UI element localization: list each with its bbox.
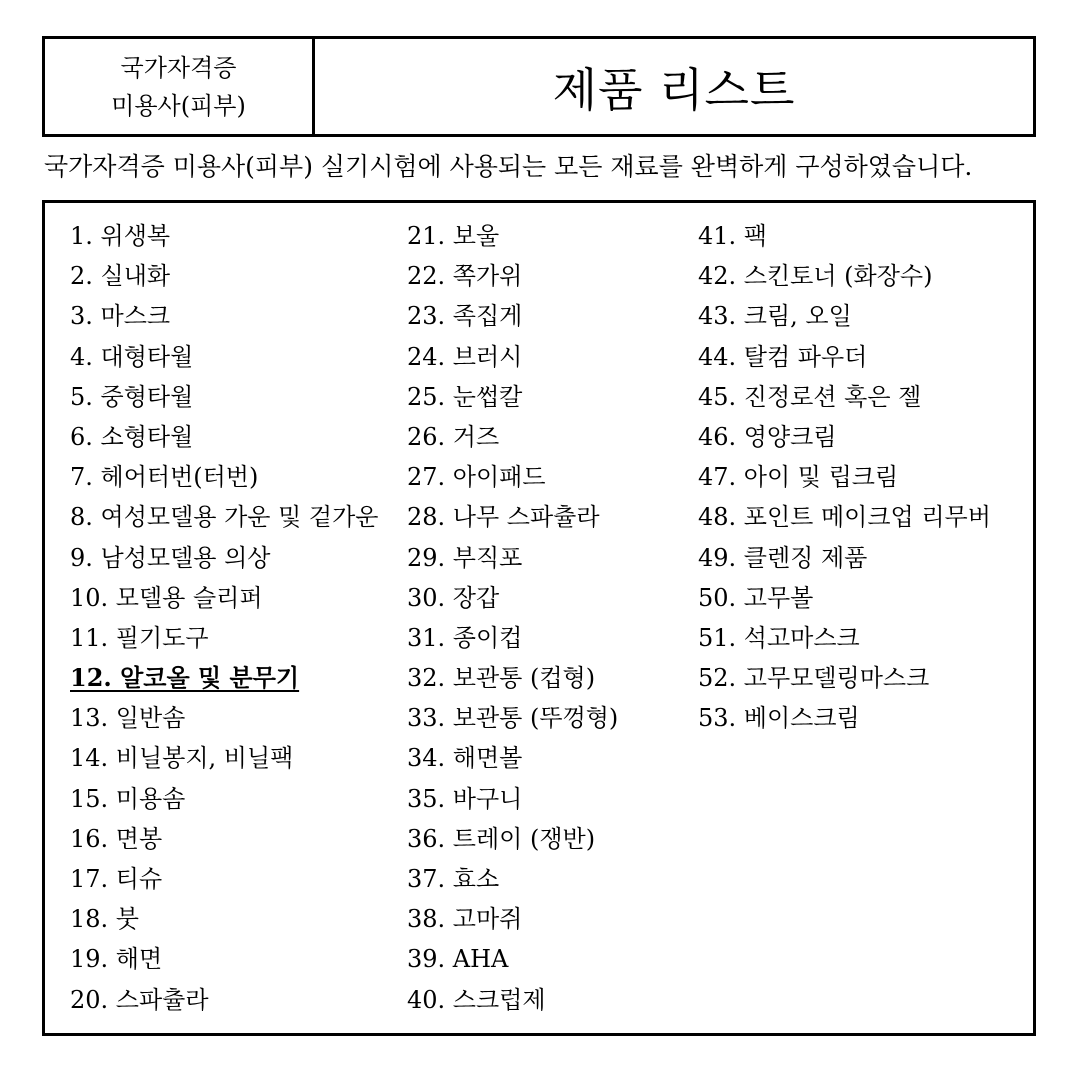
product-list-item: [70, 538, 378, 578]
product-list-item: [407, 417, 618, 457]
product-item-label: 34. 해면볼: [407, 744, 523, 773]
product-list-box: [42, 200, 1036, 1036]
product-item-label: 13. 일반솜: [70, 704, 186, 733]
product-item-label: 16. 면봉: [70, 824, 163, 853]
product-item-label: 30. 장갑: [407, 583, 500, 612]
product-item-label: 31. 종이컵: [407, 623, 523, 652]
product-item-label: 24. 브러시: [407, 342, 523, 371]
product-item-label: 33. 보관통 (뚜껑형): [407, 704, 619, 733]
product-item-label: 45. 진정로션 혹은 젤: [698, 382, 922, 411]
product-item-label: 7. 헤어터번(터번): [70, 463, 259, 492]
product-item-label: 29. 부직포: [407, 543, 523, 572]
product-item-label: 35. 바구니: [407, 784, 523, 813]
product-list-item: [698, 417, 991, 457]
product-list-item: [407, 618, 618, 658]
product-item-label: 47. 아이 및 립크림: [698, 463, 899, 492]
product-list-item: [70, 899, 378, 939]
product-list-item: [698, 296, 991, 336]
product-list-item: [698, 658, 991, 698]
product-item-label: 4. 대형타월: [70, 342, 194, 371]
product-list-item: [70, 939, 378, 979]
product-item-label: 19. 해면: [70, 945, 163, 974]
product-item-label: 27. 아이패드: [407, 463, 546, 492]
product-list-item: [698, 698, 991, 738]
product-item-label: 23. 족집게: [407, 302, 523, 331]
product-list-item: [698, 337, 991, 377]
product-item-label: 48. 포인트 메이크업 리무버: [698, 503, 991, 532]
product-item-label: 25. 눈썹칼: [407, 382, 523, 411]
product-list-item: [70, 296, 378, 336]
product-list-item: [70, 377, 378, 417]
product-list-item: [407, 819, 618, 859]
product-list-item: [407, 256, 618, 296]
category-cell: [45, 39, 315, 134]
category-line-2: 미용사(피부): [111, 91, 246, 120]
product-item-label: 20. 스파츌라: [70, 985, 209, 1014]
product-list-item: [70, 497, 378, 537]
product-list-item: [407, 457, 618, 497]
header-box: [42, 36, 1036, 137]
product-item-label: 2. 실내화: [70, 262, 171, 291]
product-item-label: 44. 탈컴 파우더: [698, 342, 868, 371]
product-item-label: 49. 클렌징 제품: [698, 543, 868, 572]
product-list-item: [70, 738, 378, 778]
product-list-item: [698, 256, 991, 296]
product-list-item: [407, 899, 618, 939]
product-item-label: 28. 나무 스파츌라: [407, 503, 600, 532]
product-item-label: 38. 고마쥐: [407, 905, 523, 934]
product-item-label: 9. 남성모델용 의상: [70, 543, 271, 572]
product-list-item: [407, 337, 618, 377]
product-item-label: 51. 석고마스크: [698, 623, 860, 652]
category-line-1: 국가자격증: [120, 53, 237, 82]
product-list-item: [407, 698, 618, 738]
description-text: 국가자격증 미용사(피부) 실기시험에 사용되는 모든 재료를 완벽하게 구성하였습니다.: [44, 152, 973, 181]
product-item-label: 14. 비닐봉지, 비닐팩: [70, 744, 294, 773]
product-item-label: 5. 중형타월: [70, 382, 194, 411]
product-item-label: 22. 쪽가위: [407, 262, 523, 291]
product-list-item: [698, 618, 991, 658]
product-list-item: [70, 618, 378, 658]
product-list-item: [698, 538, 991, 578]
product-list-item: [70, 337, 378, 377]
product-list-item: [407, 377, 618, 417]
product-list-item: [407, 658, 618, 698]
product-list-item: [407, 578, 618, 618]
product-column-1: [70, 216, 378, 1020]
product-item-label: 21. 보울: [407, 222, 500, 250]
product-list-item: [70, 819, 378, 859]
product-list-item: [70, 980, 378, 1020]
product-list-item: [698, 377, 991, 417]
product-list-item: [698, 216, 991, 256]
product-list-item: [70, 578, 378, 618]
product-item-label: 40. 스크럽제: [407, 985, 546, 1014]
product-item-label: 17. 티슈: [70, 865, 163, 893]
product-list-item: [70, 417, 378, 457]
page-title: 제품 리스트: [552, 62, 796, 117]
product-item-label: 18. 붓: [70, 905, 139, 934]
product-item-label: 36. 트레이 (쟁반): [407, 824, 596, 853]
product-list-item: [407, 738, 618, 778]
product-item-label: 12. 알코올 및 분무기: [70, 663, 300, 693]
product-list-item: [70, 859, 378, 899]
product-list-item: [407, 538, 618, 578]
product-item-label: 41. 팩: [698, 222, 767, 250]
product-item-label: 1. 위생복: [70, 222, 171, 250]
product-list-item: [70, 457, 378, 497]
product-list-item: [407, 216, 618, 256]
product-item-label: 3. 마스크: [70, 302, 171, 331]
product-item-label: 42. 스킨토너 (화장수): [698, 262, 933, 291]
product-item-label: 53. 베이스크림: [698, 704, 860, 733]
product-list-item: [407, 497, 618, 537]
product-list-item: [70, 698, 378, 738]
product-item-label: 32. 보관통 (컵형): [407, 664, 596, 693]
product-item-label: 52. 고무모델링마스크: [698, 664, 930, 693]
product-list-item: [698, 457, 991, 497]
product-column-3: [698, 216, 991, 738]
product-item-label: 10. 모델용 슬리퍼: [70, 583, 263, 612]
product-item-label: 11. 필기도구: [70, 623, 209, 652]
product-list-item: [70, 779, 378, 819]
product-list-item: [698, 497, 991, 537]
product-column-2: [407, 216, 618, 1020]
product-list-item: [407, 859, 618, 899]
product-item-label: 43. 크림, 오일: [698, 302, 852, 331]
product-list-item: [407, 296, 618, 336]
product-item-label: 46. 영양크림: [698, 422, 837, 451]
product-list-item: [70, 216, 378, 256]
product-item-label: 37. 효소: [407, 865, 500, 893]
product-item-label: 15. 미용솜: [70, 784, 186, 813]
product-list-item: [70, 658, 378, 698]
product-item-label: 26. 거즈: [407, 422, 500, 451]
product-list-item: [407, 939, 618, 979]
product-list-item: [698, 578, 991, 618]
product-item-label: 50. 고무볼: [698, 583, 814, 612]
product-list-item: [70, 256, 378, 296]
product-list-item: [407, 779, 618, 819]
product-item-label: 8. 여성모델용 가운 및 겉가운: [70, 503, 379, 532]
product-item-label: 39. AHA: [407, 945, 509, 974]
product-list-item: [407, 980, 618, 1020]
product-item-label: 6. 소형타월: [70, 422, 194, 451]
